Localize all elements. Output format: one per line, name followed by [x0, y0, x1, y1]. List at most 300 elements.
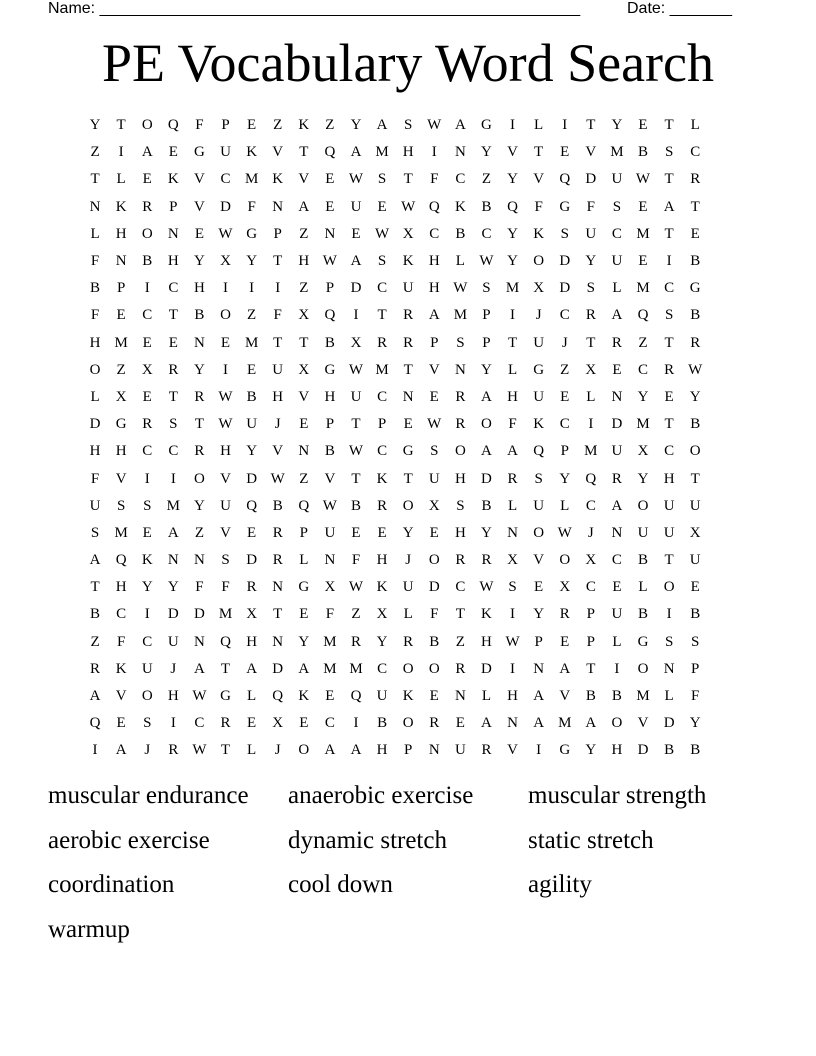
grid-letter: E: [560, 633, 570, 650]
grid-letter: T: [690, 470, 700, 487]
grid-letter: F: [430, 606, 439, 623]
date-field-label: Date: _______: [627, 0, 732, 17]
grid-letter: X: [585, 361, 597, 378]
grid-letter: C: [611, 552, 622, 569]
grid-letter: P: [404, 742, 413, 759]
grid-letter: B: [481, 198, 492, 215]
word-list-item: muscular endurance: [48, 782, 249, 809]
page-title: PE Vocabulary Word Search: [101, 33, 715, 93]
grid-letter: F: [273, 307, 282, 324]
grid-letter: Y: [637, 388, 649, 405]
grid-letter: C: [664, 443, 675, 460]
grid-letter: O: [402, 715, 414, 732]
grid-letter: M: [114, 524, 128, 541]
grid-letter: Q: [585, 470, 597, 487]
grid-letter: R: [403, 633, 414, 650]
grid-letter: I: [666, 606, 672, 623]
grid-letter: A: [376, 117, 388, 134]
grid-letter: Q: [559, 171, 571, 188]
grid-letter: Z: [638, 334, 648, 351]
grid-letter: Z: [273, 117, 283, 134]
grid-letter: H: [298, 253, 310, 270]
grid-row: [82, 737, 708, 764]
grid-letter: V: [272, 443, 284, 460]
grid-row: [82, 248, 708, 275]
grid-letter: Q: [115, 552, 127, 569]
grid-letter: B: [377, 715, 388, 732]
grid-letter: H: [272, 388, 284, 405]
grid-letter: V: [637, 715, 649, 732]
grid-letter: G: [298, 579, 310, 596]
grid-row: [82, 411, 708, 438]
grid-letter: F: [586, 198, 595, 215]
grid-letter: U: [663, 497, 675, 514]
grid-letter: K: [298, 688, 310, 705]
grid-letter: H: [115, 225, 127, 242]
grid-letter: Y: [167, 579, 179, 596]
grid-row: [82, 629, 708, 656]
grid-letter: D: [220, 198, 231, 215]
grid-letter: X: [585, 552, 597, 569]
word-list-item: coordination: [48, 871, 175, 898]
grid-letter: D: [481, 660, 492, 677]
grid-letter: H: [481, 633, 492, 650]
grid-letter: S: [143, 715, 152, 732]
grid-letter: R: [455, 388, 466, 405]
grid-letter: N: [272, 198, 284, 215]
grid-letter: A: [115, 742, 127, 759]
grid-letter: I: [170, 715, 176, 732]
grid-letter: C: [377, 280, 388, 297]
grid-letter: R: [690, 171, 701, 188]
grid-letter: P: [430, 334, 439, 351]
grid-letter: D: [559, 280, 571, 297]
grid-letter: X: [559, 579, 571, 596]
grid-letter: I: [431, 144, 437, 161]
grid-letter: I: [249, 280, 255, 297]
grid-letter: S: [377, 253, 387, 270]
grid-letter: Y: [533, 606, 545, 623]
grid-letter: D: [246, 470, 258, 487]
grid-letter: A: [611, 497, 623, 514]
grid-letter: O: [298, 742, 310, 759]
grid-letter: Y: [689, 388, 701, 405]
grid-letter: H: [663, 470, 675, 487]
grid-letter: W: [348, 361, 364, 378]
grid-letter: F: [247, 198, 256, 215]
grid-letter: U: [402, 579, 414, 596]
grid-letter: C: [690, 144, 701, 161]
grid-letter: I: [144, 280, 150, 297]
grid-letter: B: [690, 253, 701, 270]
grid-letter: R: [507, 470, 518, 487]
grid-letter: M: [558, 715, 572, 732]
grid-letter: P: [560, 443, 569, 460]
grid-letter: T: [194, 416, 204, 433]
grid-letter: N: [167, 225, 179, 242]
grid-letter: R: [481, 742, 492, 759]
grid-letter: D: [194, 606, 205, 623]
grid-letter: E: [377, 524, 387, 541]
grid-letter: Y: [689, 715, 701, 732]
grid-letter: R: [142, 416, 153, 433]
grid-letter: O: [689, 443, 701, 460]
grid-letter: P: [169, 198, 178, 215]
grid-letter: S: [221, 552, 230, 569]
grid-letter: E: [168, 334, 178, 351]
grid-letter: K: [115, 198, 127, 215]
grid-letter: B: [142, 253, 153, 270]
grid-letter: J: [535, 307, 542, 324]
grid-letter: G: [559, 198, 571, 215]
grid-letter: R: [142, 198, 153, 215]
grid-letter: H: [376, 552, 388, 569]
grid-letter: U: [637, 524, 649, 541]
grid-letter: U: [663, 524, 675, 541]
grid-letter: C: [638, 361, 649, 378]
grid-letter: A: [89, 552, 101, 569]
grid-letter: Z: [299, 225, 309, 242]
grid-letter: Y: [194, 361, 205, 378]
grid-letter: B: [194, 307, 205, 324]
grid-letter: X: [507, 552, 518, 569]
grid-letter: N: [611, 524, 623, 541]
grid-letter: T: [534, 144, 544, 161]
grid-letter: K: [376, 470, 388, 487]
grid-letter: N: [507, 524, 518, 541]
grid-letter: X: [298, 361, 310, 378]
grid-letter: C: [377, 388, 388, 405]
grid-letter: E: [429, 388, 439, 405]
grid-letter: D: [246, 552, 258, 569]
grid-letter: C: [559, 307, 570, 324]
grid-letter: M: [505, 280, 520, 297]
grid-letter: Q: [298, 497, 310, 514]
grid-letter: L: [247, 742, 257, 759]
grid-letter: S: [430, 443, 439, 460]
grid-letter: W: [557, 524, 572, 541]
grid-letter: V: [272, 144, 284, 161]
grid-letter: H: [611, 742, 623, 759]
grid-letter: U: [402, 280, 414, 297]
grid-letter: T: [664, 416, 674, 433]
grid-letter: A: [663, 198, 675, 215]
grid-letter: D: [481, 470, 492, 487]
grid-letter: X: [220, 253, 231, 270]
word-list-item: warmup: [48, 915, 130, 943]
grid-letter: J: [274, 416, 281, 433]
grid-letter: Q: [89, 715, 101, 732]
grid-letter: Y: [194, 497, 205, 514]
grid-letter: S: [482, 280, 491, 297]
grid-letter: H: [376, 742, 388, 759]
grid-letter: B: [481, 497, 492, 514]
grid-letter: U: [350, 198, 362, 215]
grid-row: [82, 601, 708, 628]
grid-letter: W: [218, 416, 233, 433]
grid-letter: V: [115, 470, 127, 487]
grid-letter: Q: [324, 307, 336, 324]
grid-letter: V: [507, 742, 518, 759]
grid-letter: Y: [246, 443, 258, 460]
grid-letter: X: [298, 307, 310, 324]
grid-letter: Q: [350, 688, 362, 705]
grid-letter: B: [638, 144, 649, 161]
grid-letter: C: [455, 171, 466, 188]
grid-letter: V: [533, 552, 545, 569]
grid-letter: R: [194, 388, 205, 405]
grid-letter: N: [428, 742, 440, 759]
grid-letter: N: [324, 552, 336, 569]
grid-letter: W: [348, 579, 364, 596]
grid-letter: Y: [376, 633, 388, 650]
grid-letter: Y: [194, 253, 205, 270]
grid-letter: S: [116, 497, 126, 514]
grid-letter: T: [403, 361, 413, 378]
grid-letter: E: [560, 144, 570, 161]
grid-letter: M: [244, 334, 259, 351]
grid-letter: M: [166, 497, 180, 514]
grid-letter: W: [427, 117, 442, 134]
grid-letter: E: [142, 334, 152, 351]
grid-letter: M: [218, 606, 233, 623]
grid-letter: A: [533, 715, 545, 732]
grid-letter: Y: [481, 524, 492, 541]
grid-letter: Z: [299, 280, 309, 297]
grid-row: [82, 302, 708, 329]
grid-letter: W: [401, 198, 416, 215]
grid-letter: C: [481, 225, 492, 242]
grid-letter: T: [403, 171, 413, 188]
grid-letter: E: [299, 416, 309, 433]
grid-letter: P: [325, 280, 335, 297]
grid-letter: U: [324, 524, 336, 541]
grid-letter: N: [402, 388, 414, 405]
grid-letter: S: [90, 524, 100, 541]
grid-letter: R: [377, 497, 388, 514]
grid-row: [82, 683, 708, 710]
grid-letter: U: [454, 742, 466, 759]
grid-letter: T: [168, 388, 178, 405]
grid-letter: F: [351, 552, 361, 569]
grid-letter: K: [141, 552, 153, 569]
grid-letter: S: [456, 334, 465, 351]
grid-letter: F: [90, 253, 100, 270]
grid-letter: L: [612, 633, 622, 650]
grid-letter: R: [664, 361, 675, 378]
grid-letter: K: [533, 416, 545, 433]
grid-letter: D: [89, 416, 101, 433]
grid-letter: N: [272, 633, 284, 650]
grid-letter: B: [324, 334, 335, 351]
grid-letter: B: [690, 416, 701, 433]
grid-letter: M: [636, 688, 650, 705]
grid-letter: U: [533, 497, 545, 514]
grid-letter: V: [559, 688, 571, 705]
grid-letter: A: [428, 307, 440, 324]
grid-letter: Z: [325, 117, 335, 134]
grid-row: [82, 194, 708, 221]
grid-letter: L: [664, 688, 674, 705]
grid-letter: T: [586, 117, 596, 134]
grid-letter: X: [246, 606, 258, 623]
grid-letter: A: [454, 117, 466, 134]
grid-row: [82, 520, 708, 547]
grid-letter: H: [428, 253, 440, 270]
grid-letter: Q: [507, 198, 518, 215]
grid-letter: U: [428, 470, 440, 487]
grid-letter: E: [664, 388, 674, 405]
grid-letter: I: [92, 742, 98, 759]
grid-letter: E: [247, 361, 257, 378]
grid-letter: U: [246, 416, 258, 433]
grid-row: [82, 574, 708, 601]
grid-letter: O: [89, 361, 101, 378]
grid-letter: S: [456, 497, 465, 514]
grid-letter: K: [167, 171, 179, 188]
grid-letter: T: [377, 307, 387, 324]
grid-letter: G: [324, 361, 336, 378]
grid-letter: N: [194, 633, 205, 650]
grid-letter: E: [351, 524, 361, 541]
grid-letter: X: [115, 388, 127, 405]
grid-letter: H: [507, 388, 518, 405]
grid-letter: X: [428, 497, 440, 514]
word-list-item: static stretch: [528, 826, 654, 854]
grid-letter: P: [482, 334, 491, 351]
grid-letter: T: [664, 334, 674, 351]
grid-letter: S: [664, 307, 674, 324]
grid-letter: R: [559, 606, 570, 623]
grid-letter: E: [638, 253, 648, 270]
grid-letter: N: [115, 253, 127, 270]
grid-letter: O: [141, 688, 153, 705]
grid-letter: I: [666, 253, 672, 270]
grid-letter: Z: [247, 307, 257, 324]
grid-letter: N: [454, 361, 466, 378]
grid-row: [82, 139, 708, 166]
grid-letter: N: [194, 334, 205, 351]
grid-letter: H: [167, 253, 179, 270]
grid-row: [82, 656, 708, 683]
grid-letter: H: [454, 524, 466, 541]
grid-letter: Y: [559, 470, 571, 487]
grid-letter: P: [534, 633, 543, 650]
grid-letter: X: [350, 334, 362, 351]
grid-letter: S: [664, 633, 674, 650]
grid-letter: Q: [220, 633, 231, 650]
grid-letter: T: [664, 552, 674, 569]
grid-letter: O: [533, 253, 545, 270]
grid-letter: Z: [560, 361, 570, 378]
grid-letter: B: [690, 307, 701, 324]
grid-letter: U: [585, 225, 597, 242]
grid-letter: J: [405, 552, 412, 569]
grid-letter: L: [481, 688, 492, 705]
grid-letter: Z: [481, 171, 492, 188]
grid-letter: N: [507, 715, 518, 732]
grid-letter: H: [402, 144, 414, 161]
grid-letter: W: [348, 171, 364, 188]
grid-letter: O: [428, 660, 440, 677]
grid-letter: A: [585, 715, 597, 732]
grid-letter: E: [220, 334, 231, 351]
grid-letter: V: [507, 144, 518, 161]
grid-letter: G: [402, 443, 414, 460]
grid-letter: H: [167, 688, 179, 705]
grid-letter: A: [141, 144, 153, 161]
grid-letter: B: [585, 688, 596, 705]
grid-letter: W: [218, 388, 233, 405]
grid-letter: E: [690, 579, 700, 596]
grid-letter: P: [586, 633, 595, 650]
grid-letter: D: [585, 171, 597, 188]
grid-letter: A: [611, 307, 623, 324]
grid-letter: E: [299, 606, 309, 623]
grid-letter: T: [455, 606, 465, 623]
grid-letter: T: [586, 660, 596, 677]
grid-letter: P: [691, 660, 700, 677]
grid-letter: N: [89, 198, 101, 215]
grid-letter: E: [638, 117, 648, 134]
grid-letter: E: [247, 524, 257, 541]
grid-letter: I: [510, 307, 516, 324]
grid-letter: I: [223, 361, 229, 378]
grid-letter: C: [611, 225, 622, 242]
grid-letter: Z: [299, 470, 309, 487]
grid-letter: D: [272, 660, 284, 677]
grid-letter: H: [428, 280, 440, 297]
grid-letter: V: [298, 388, 310, 405]
grid-letter: Y: [481, 144, 492, 161]
grid-letter: N: [611, 388, 623, 405]
grid-letter: T: [664, 171, 674, 188]
grid-letter: I: [353, 307, 359, 324]
grid-letter: X: [272, 715, 284, 732]
grid-letter: T: [273, 606, 283, 623]
grid-letter: M: [584, 443, 598, 460]
grid-letter: W: [374, 225, 390, 242]
grid-letter: Y: [350, 117, 362, 134]
grid-letter: I: [614, 660, 620, 677]
grid-letter: B: [690, 606, 701, 623]
grid-letter: H: [220, 443, 231, 460]
grid-letter: A: [246, 660, 258, 677]
grid-letter: E: [142, 388, 152, 405]
grid-letter: N: [298, 443, 310, 460]
grid-letter: R: [90, 660, 101, 677]
grid-letter: L: [116, 171, 126, 188]
grid-letter: E: [612, 361, 622, 378]
grid-letter: S: [404, 117, 413, 134]
grid-letter: K: [533, 225, 545, 242]
grid-letter: H: [246, 633, 258, 650]
grid-letter: B: [324, 443, 335, 460]
grid-letter: C: [585, 579, 596, 596]
grid-letter: S: [143, 497, 152, 514]
grid-letter: M: [323, 633, 337, 650]
grid-letter: W: [453, 280, 468, 297]
grid-letter: U: [141, 660, 153, 677]
grid-letter: F: [116, 633, 126, 650]
grid-letter: B: [611, 688, 622, 705]
grid-letter: K: [298, 117, 310, 134]
grid-letter: O: [481, 416, 492, 433]
grid-letter: R: [481, 552, 492, 569]
grid-letter: R: [272, 524, 283, 541]
word-list-item: cool down: [288, 871, 393, 898]
grid-letter: O: [194, 470, 205, 487]
